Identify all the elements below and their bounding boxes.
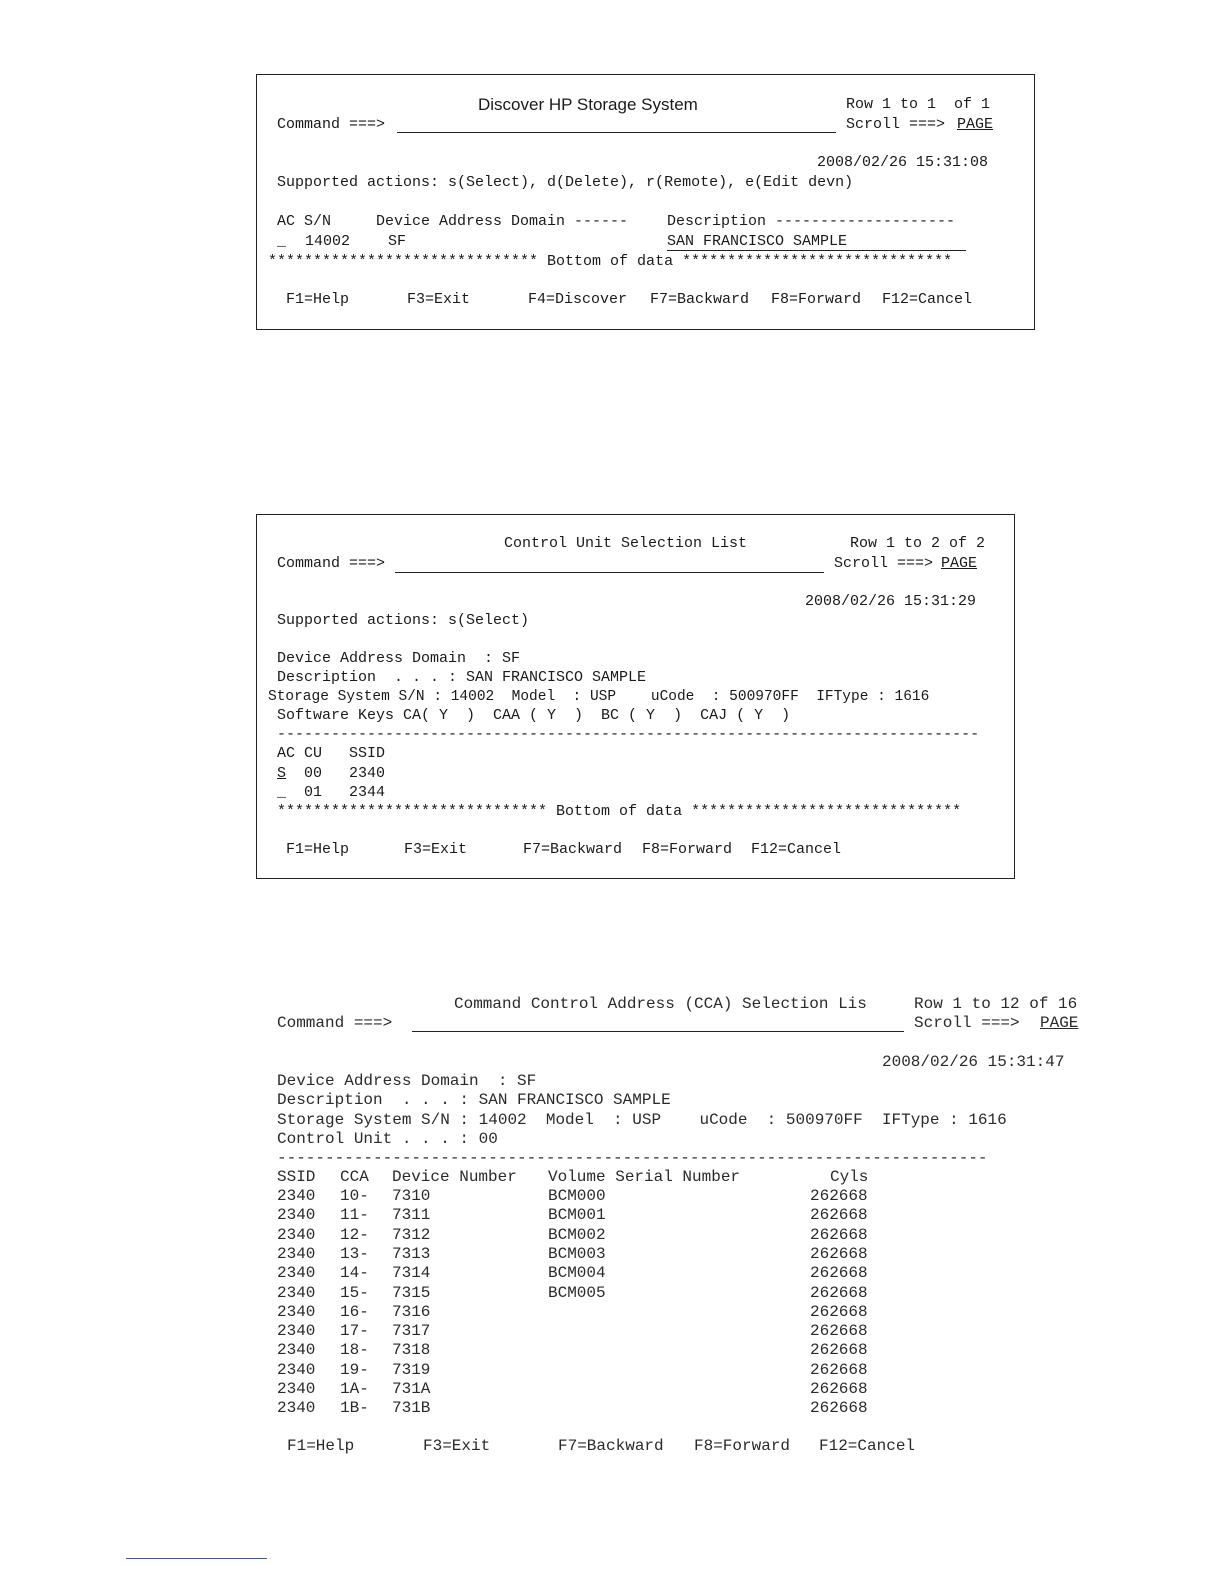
ssid-value: 2340 [277,1380,316,1398]
ssid-value: 2340 [277,1264,316,1283]
action-code-field[interactable]: S [277,765,287,782]
volume-serial: BCM003 [548,1244,606,1263]
device-number: 731B [392,1399,431,1418]
table-header: AC CU SSID [277,745,386,762]
cca-value: 14- [340,1264,369,1283]
fkey-cancel[interactable]: F12=Cancel [882,291,973,308]
ssid-value: 2340 [277,1225,316,1244]
device-number: 7319 [392,1360,431,1379]
screen-title: Discover HP Storage System [478,95,698,114]
volume-serial: BCM005 [548,1283,606,1302]
cca-value: 18- [340,1341,369,1360]
ssid-value: 2340 [277,1206,316,1225]
device-number: 7310 [392,1187,431,1205]
fkey-exit[interactable]: F3=Exit [407,291,471,308]
cyls-value: 262668 [810,1302,868,1321]
description-line: Description . . . : SAN FRANCISCO SAMPLE [277,1091,671,1109]
scroll-label: Scroll ===> [834,555,934,572]
software-keys-line: Software Keys CA( Y ) CAA ( Y ) BC ( Y ) CAJ ( Y ) [277,707,791,724]
separator: -------------------------------------------------------------------------- [277,1149,988,1167]
row-info: Row 1 to 1 of 1 [846,96,991,113]
fkey-forward[interactable]: F8=Forward [771,291,862,308]
domain-value: SF [388,233,407,250]
discover-storage-screen [256,74,1035,330]
timestamp: 2008/02/26 15:31:08 [817,154,989,171]
device-number: 7313 [392,1244,431,1263]
fkey-backward[interactable]: F7=Backward [558,1437,664,1455]
table-header-right: Description -------------------- [667,213,956,230]
cyls-value: 262668 [810,1264,868,1283]
fkey-help[interactable]: F1=Help [286,291,350,308]
cca-value: 16- [340,1302,369,1321]
scroll-value-field[interactable]: PAGE [1040,1014,1079,1032]
separator: ------------------------------------------------------------------------------ [277,726,980,743]
cyls-value: 262668 [810,1225,868,1244]
command-label: Command ===> [277,555,386,572]
description-field[interactable]: SAN FRANCISCO SAMPLE [667,233,848,250]
scroll-value-field[interactable]: PAGE [941,555,978,572]
cca-value: 15- [340,1283,369,1302]
command-label: Command ===> [277,116,386,133]
volume-serial: BCM004 [548,1264,606,1283]
fkey-cancel[interactable]: F12=Cancel [751,841,842,858]
ssid-value: 2340 [277,1341,316,1360]
row-info: Row 1 to 12 of 16 [914,995,1078,1013]
cyls-value: 262668 [810,1206,868,1225]
cca-value: 1B- [340,1399,369,1418]
cyls-value: 262668 [810,1341,868,1360]
ssid-value: 2340 [277,1399,316,1418]
device-number: 7318 [392,1341,431,1360]
cca-value: 11- [340,1206,369,1225]
fkey-discover[interactable]: F4=Discover [528,291,628,308]
ssid-value: 2340 [349,765,386,782]
cu-value: 01 [304,784,323,801]
device-number: 7311 [392,1206,431,1225]
fkey-backward[interactable]: F7=Backward [650,291,750,308]
action-code-field[interactable]: _ [277,233,287,250]
fkey-backward[interactable]: F7=Backward [523,841,623,858]
row-info: Row 1 to 2 of 2 [850,535,986,552]
ssid-value: 2340 [277,1360,316,1379]
control-unit-selection-screen [256,514,1015,879]
command-input[interactable] [397,132,836,133]
scroll-label: Scroll ===> [846,116,946,133]
command-input[interactable] [395,572,824,573]
ssid-value: 2344 [349,784,386,801]
ssid-value: 2340 [277,1244,316,1263]
ssid-value: 2340 [277,1283,316,1302]
description-line: Description . . . : SAN FRANCISCO SAMPLE [277,669,647,686]
cyls-value: 262668 [810,1360,868,1379]
footer-rule [126,1558,267,1559]
fkey-exit[interactable]: F3=Exit [423,1437,491,1455]
description-field-underline [667,250,966,251]
header-device-number: Device Number [392,1168,517,1186]
header-ssid: SSID [277,1168,316,1186]
device-number: 7314 [392,1264,431,1283]
device-number: 7315 [392,1283,431,1302]
ssid-value: 2340 [277,1302,316,1321]
device-number: 7312 [392,1225,431,1244]
bottom-of-data: ****************************** Bottom of data ****************************** [268,253,953,270]
command-label: Command ===> [277,1014,393,1032]
header-volume-serial: Volume Serial Number [548,1168,741,1186]
cyls-value: 262668 [810,1244,868,1263]
scroll-value-field[interactable]: PAGE [957,116,994,133]
cca-value: 10- [340,1187,369,1205]
storage-line: Storage System S/N : 14002 Model : USP uCode : 500970FF IFType : 1616 [268,689,930,705]
ssid-value: 2340 [277,1322,316,1341]
fkey-help[interactable]: F1=Help [287,1437,355,1455]
table-header-left: AC S/N Device Address Domain ------ [277,213,629,230]
screen-title: Control Unit Selection List [504,535,748,552]
control-unit-line: Control Unit . . . : 00 [277,1130,498,1148]
device-number: 7316 [392,1302,431,1321]
header-cca: CCA [340,1168,369,1186]
domain-line: Device Address Domain : SF [277,1072,537,1090]
serial-number: 14002 [305,233,351,250]
timestamp: 2008/02/26 15:31:29 [805,593,977,610]
fkey-forward[interactable]: F8=Forward [694,1437,791,1455]
fkey-exit[interactable]: F3=Exit [404,841,468,858]
domain-line: Device Address Domain : SF [277,650,521,667]
header-cyls: Cyls [830,1168,869,1186]
cyls-value: 262668 [810,1322,868,1341]
cyls-value: 262668 [810,1187,868,1205]
device-number: 731A [392,1380,431,1398]
cca-value: 1A- [340,1380,369,1398]
volume-serial: BCM002 [548,1225,606,1244]
fkey-help[interactable]: F1=Help [286,841,350,858]
storage-line: Storage System S/N : 14002 Model : USP uCode : 500970FF IFType : 1616 [277,1111,1007,1129]
bottom-of-data: ****************************** Bottom of data ****************************** [277,803,962,820]
cu-value: 00 [304,765,323,782]
volume-serial: BCM001 [548,1206,606,1225]
cca-value: 13- [340,1244,369,1263]
fkey-forward[interactable]: F8=Forward [642,841,733,858]
timestamp: 2008/02/26 15:31:47 [882,1053,1065,1071]
screen-title: Command Control Address (CCA) Selection Lis [454,995,867,1013]
ssid-value: 2340 [277,1187,316,1205]
cyls-value: 262668 [810,1399,868,1418]
fkey-cancel[interactable]: F12=Cancel [819,1437,916,1455]
cyls-value: 262668 [810,1283,868,1302]
scroll-label: Scroll ===> [914,1014,1020,1032]
action-code-field[interactable]: _ [277,784,287,801]
device-number: 7317 [392,1322,431,1341]
cca-selection-screen [256,985,1116,1475]
cca-value: 12- [340,1225,369,1244]
supported-actions: Supported actions: s(Select), d(Delete), r(Remote), e(Edit devn) [277,174,854,191]
volume-serial: BCM000 [548,1187,606,1205]
cyls-value: 262668 [810,1380,868,1398]
cca-value: 19- [340,1360,369,1379]
supported-actions: Supported actions: s(Select) [277,612,530,629]
cca-value: 17- [340,1322,369,1341]
command-input[interactable] [412,1031,904,1032]
